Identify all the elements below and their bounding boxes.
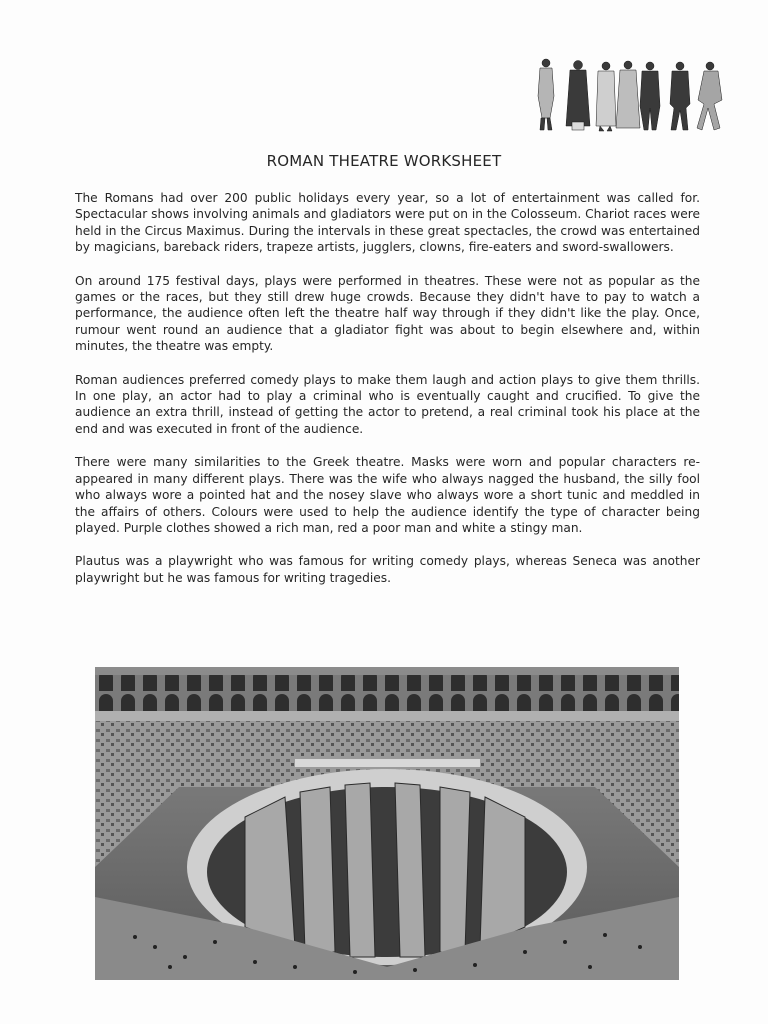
paragraph: There were many similarities to the Greek theatre. Masks were worn and popular characters re-appeared in many different plays. There was the wife who always nagged the husband, the silly fool who always wore a pointed hat and the nosey slave who always wore a short tunic and meddled in the affairs of others. Colours were used to help the audience identify the type of character being played. Purple clothes showed a rich man, red a poor man and white a stingy man.	[75, 455, 700, 535]
worksheet-body	[75, 190, 700, 603]
roman-figures-illustration	[528, 56, 728, 136]
paragraph: On around 175 festival days, plays were performed in theatres. These were not as popular as the games or the races, but they still drew huge crowds. Because they didn't have to pay to watch a performance, the audience often left the theatre half way through if they didn't like the play. Once, rumour went round an audience that a gladiator fight was about to begin elsewhere and, within minutes, the theatre was empty.	[75, 273, 700, 354]
colosseum-photo	[95, 667, 679, 980]
paragraph: The Romans had over 200 public holidays every year, so a lot of entertainment was called for. Spectacular shows involving animals and gladiators were put on in the Colosseum. Chariot races were held in the Circus Maximus. During the intervals in these great spectacles, the crowd was entertained by magicians, bareback riders, trapeze artists, jugglers, clowns, fire-eaters and sword-swallowers.	[75, 191, 700, 255]
paragraph: Plautus was a playwright who was famous for writing comedy plays, whereas Seneca was another playwright but he was famous for writing tragedies.	[75, 554, 700, 585]
paragraph: Roman audiences preferred comedy plays to make them laugh and action plays to give them thrills. In one play, an actor had to play a criminal who is eventually caught and crucified. To give the audience an extra thrill, instead of getting the actor to pretend, a real criminal took his place at the end and was executed in front of the audience.	[75, 372, 700, 436]
page-title: ROMAN THEATRE WORKSHEET	[266, 152, 502, 170]
